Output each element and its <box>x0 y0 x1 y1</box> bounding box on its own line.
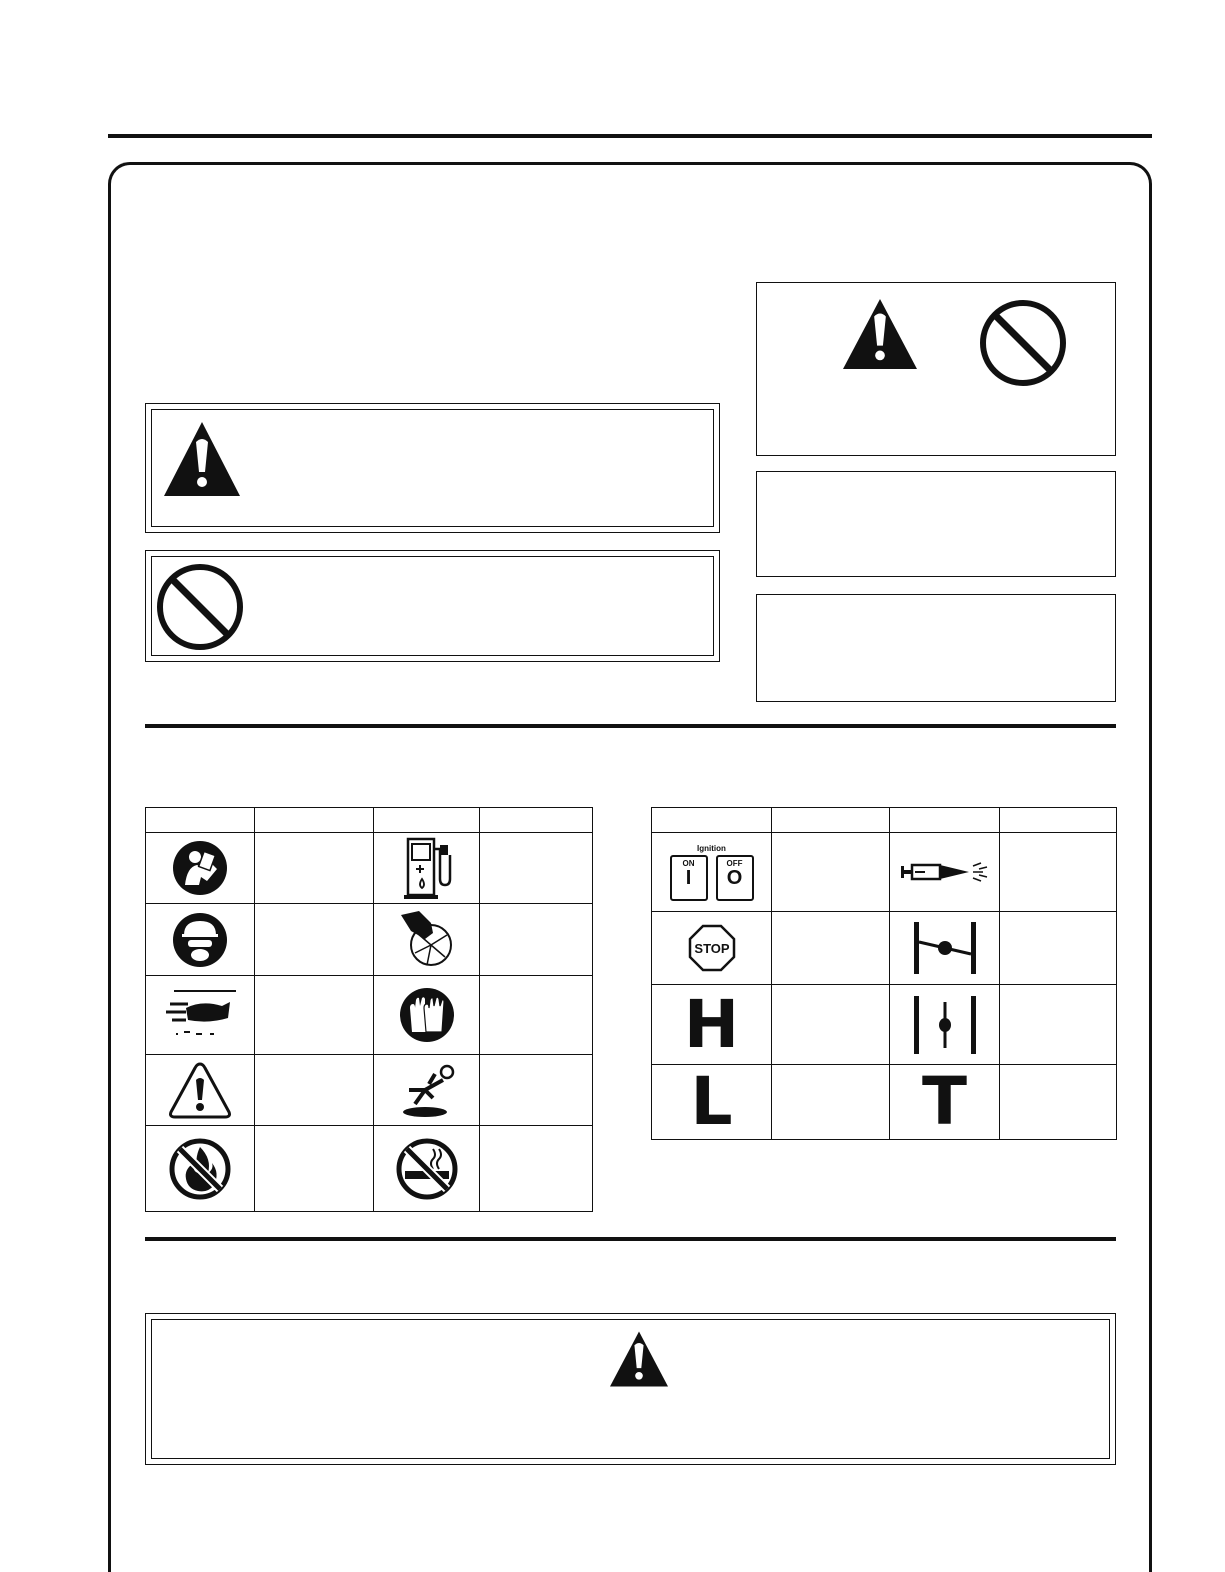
warning-box <box>145 403 720 533</box>
low-speed-letter: L <box>690 1063 733 1140</box>
stop-sign-label: STOP <box>693 941 730 956</box>
top-rule <box>108 134 1152 138</box>
hot-surface-icon <box>162 990 238 1040</box>
ignition-on-label: ON <box>682 858 695 868</box>
slip-hazard-icon <box>395 1060 459 1120</box>
choke-closed-icon <box>910 920 980 976</box>
high-speed-letter: H <box>683 985 740 1063</box>
safety-symbols-table <box>145 807 593 1212</box>
warning-triangle-icon <box>841 297 919 371</box>
ignition-off-glyph: O <box>726 866 743 889</box>
ignition-on-glyph: I <box>685 866 692 889</box>
section-rule <box>145 1237 1116 1241</box>
warning-triangle-icon <box>162 420 242 500</box>
control-symbols-table <box>651 807 1117 1140</box>
caution-triangle-icon <box>167 1060 233 1120</box>
no-smoking-icon <box>395 1137 459 1201</box>
ignition-off-label: OFF <box>726 858 743 868</box>
warning-triangle-icon <box>608 1330 670 1388</box>
ignition-off-switch <box>716 855 754 901</box>
spray-nozzle-icon <box>899 860 991 884</box>
refuel-pump-icon <box>402 835 452 901</box>
bottom-warning-box <box>145 1313 1116 1465</box>
read-manual-icon <box>171 839 229 897</box>
trim-letter: T <box>921 1063 968 1140</box>
stop-sign-icon <box>688 924 736 972</box>
section-rule <box>145 724 1116 728</box>
gloves-icon <box>398 986 456 1044</box>
prohibition-circle-icon <box>977 297 1069 389</box>
rotating-part-hand-icon <box>397 909 457 971</box>
ignition-switch-icon <box>652 844 771 901</box>
symbol-legend-box <box>756 282 1116 456</box>
ignition-on-switch <box>670 855 708 901</box>
note-box-2 <box>756 594 1116 702</box>
face-protection-icon <box>171 911 229 969</box>
ignition-title: Ignition <box>697 843 726 853</box>
choke-open-icon <box>910 994 980 1056</box>
prohibition-circle-icon <box>154 561 246 653</box>
prohibit-box <box>145 550 720 662</box>
no-open-flame-icon <box>168 1137 232 1201</box>
note-box-1 <box>756 471 1116 577</box>
